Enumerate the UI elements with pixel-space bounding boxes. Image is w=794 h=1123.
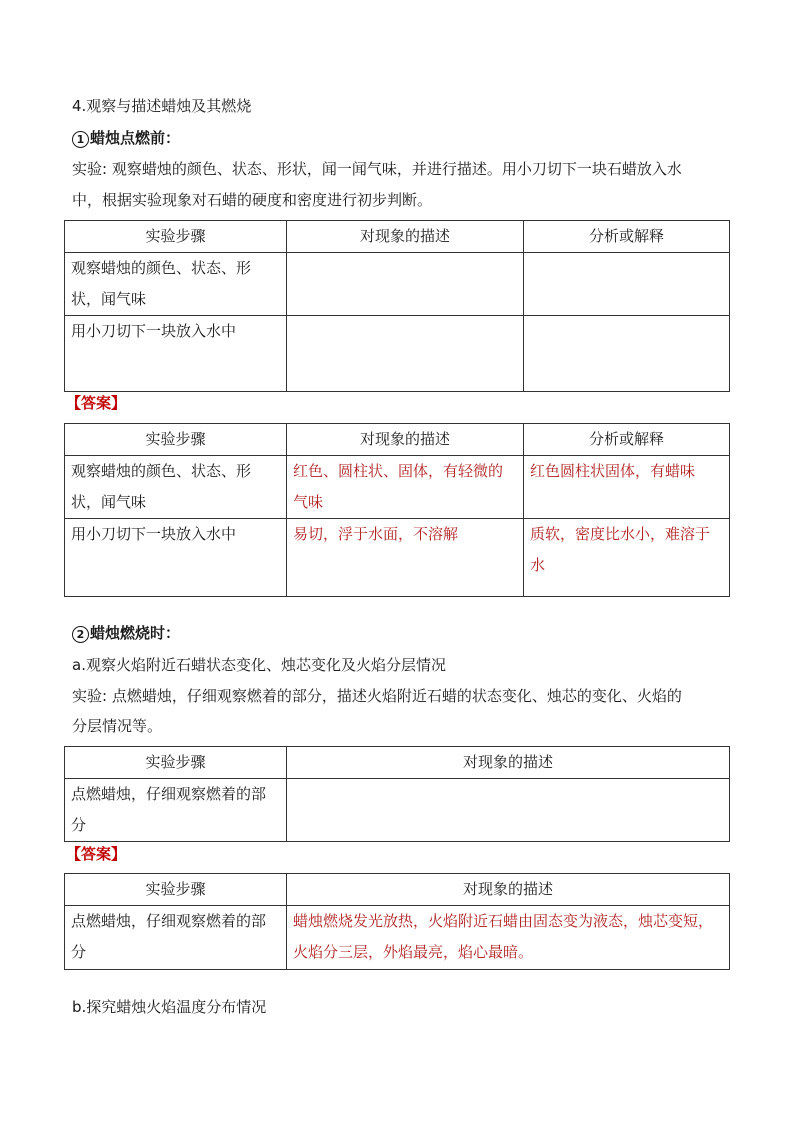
table-cell-step: 用小刀切下一块放入水中 xyxy=(65,316,287,392)
table-cell-observation: 蜡烛燃烧发光放热，火焰附近石蜡由固态变为液态，烛芯变短，火焰分三层，外焰最亮，焰心最暗。 xyxy=(287,906,730,970)
table-cell-explanation xyxy=(524,253,730,316)
table-cell-step: 观察蜡烛的颜色、状态、形状，闻气味 xyxy=(65,253,287,316)
part2-answer-table xyxy=(64,873,730,970)
part1-heading-text: 蜡烛点燃前： xyxy=(90,129,181,147)
answer-label: 【答案】 xyxy=(66,845,127,863)
table-row xyxy=(65,779,730,842)
table-cell-step: 用小刀切下一块放入水中 xyxy=(65,519,287,597)
table-cell-step: 点燃蜡烛，仔细观察燃着的部分 xyxy=(65,779,287,842)
table-cell-explanation: 质软，密度比水小，难溶于水 xyxy=(524,519,730,597)
part1-intro-line2: 中，根据实验现象对石蜡的硬度和密度进行初步判断。 xyxy=(72,191,433,209)
table-header: 分析或解释 xyxy=(524,424,730,456)
table-row xyxy=(65,316,730,392)
table-row xyxy=(65,253,730,316)
table-cell-step: 点燃蜡烛，仔细观察燃着的部分 xyxy=(65,906,287,970)
table-cell-step: 观察蜡烛的颜色、状态、形状，闻气味 xyxy=(65,456,287,519)
part1-table xyxy=(64,220,730,392)
table-cell-observation xyxy=(287,253,524,316)
circled-number: 2 xyxy=(72,626,89,643)
table-row xyxy=(65,906,730,970)
table-header: 实验步骤 xyxy=(65,221,287,253)
part2-heading xyxy=(72,623,180,643)
table-cell-observation: 易切，浮于水面，不溶解 xyxy=(287,519,524,597)
table-header: 对现象的描述 xyxy=(287,874,730,906)
part2-sub-b: b.探究蜡烛火焰温度分布情况 xyxy=(72,998,267,1016)
part2-sub-a: a.观察火焰附近石蜡状态变化、烛芯变化及火焰分层情况 xyxy=(72,656,446,674)
table-header: 对现象的描述 xyxy=(287,747,730,779)
answer-label: 【答案】 xyxy=(66,394,127,412)
table-cell-observation: 红色、圆柱状、固体，有轻微的气味 xyxy=(287,456,524,519)
table-header: 实验步骤 xyxy=(65,747,287,779)
table-cell-observation xyxy=(287,779,730,842)
table-row xyxy=(65,456,730,519)
part2-table xyxy=(64,746,730,842)
circled-number: 1 xyxy=(72,131,89,148)
table-header: 实验步骤 xyxy=(65,874,287,906)
table-cell-explanation xyxy=(524,316,730,392)
table-header: 分析或解释 xyxy=(524,221,730,253)
part2-heading-text: 蜡烛燃烧时： xyxy=(90,624,181,642)
part1-intro-line1: 实验: 观察蜡烛的颜色、状态、形状，闻一闻气味，并进行描述。用小刀切下一块石蜡放入水 xyxy=(72,160,682,178)
table-header: 对现象的描述 xyxy=(287,424,524,456)
table-cell-observation xyxy=(287,316,524,392)
part2-intro-line1: 实验: 点燃蜡烛，仔细观察燃着的部分，描述火焰附近石蜡的状态变化、烛芯的变化、火焰的 xyxy=(72,687,682,705)
section-title: 4.观察与描述蜡烛及其燃烧 xyxy=(72,97,252,115)
table-row xyxy=(65,519,730,597)
table-cell-explanation: 红色圆柱状固体，有蜡味 xyxy=(524,456,730,519)
part1-answer-table xyxy=(64,423,730,597)
table-header: 实验步骤 xyxy=(65,424,287,456)
part2-intro-line2: 分层情况等。 xyxy=(72,717,163,735)
part1-heading xyxy=(72,128,180,148)
table-header: 对现象的描述 xyxy=(287,221,524,253)
